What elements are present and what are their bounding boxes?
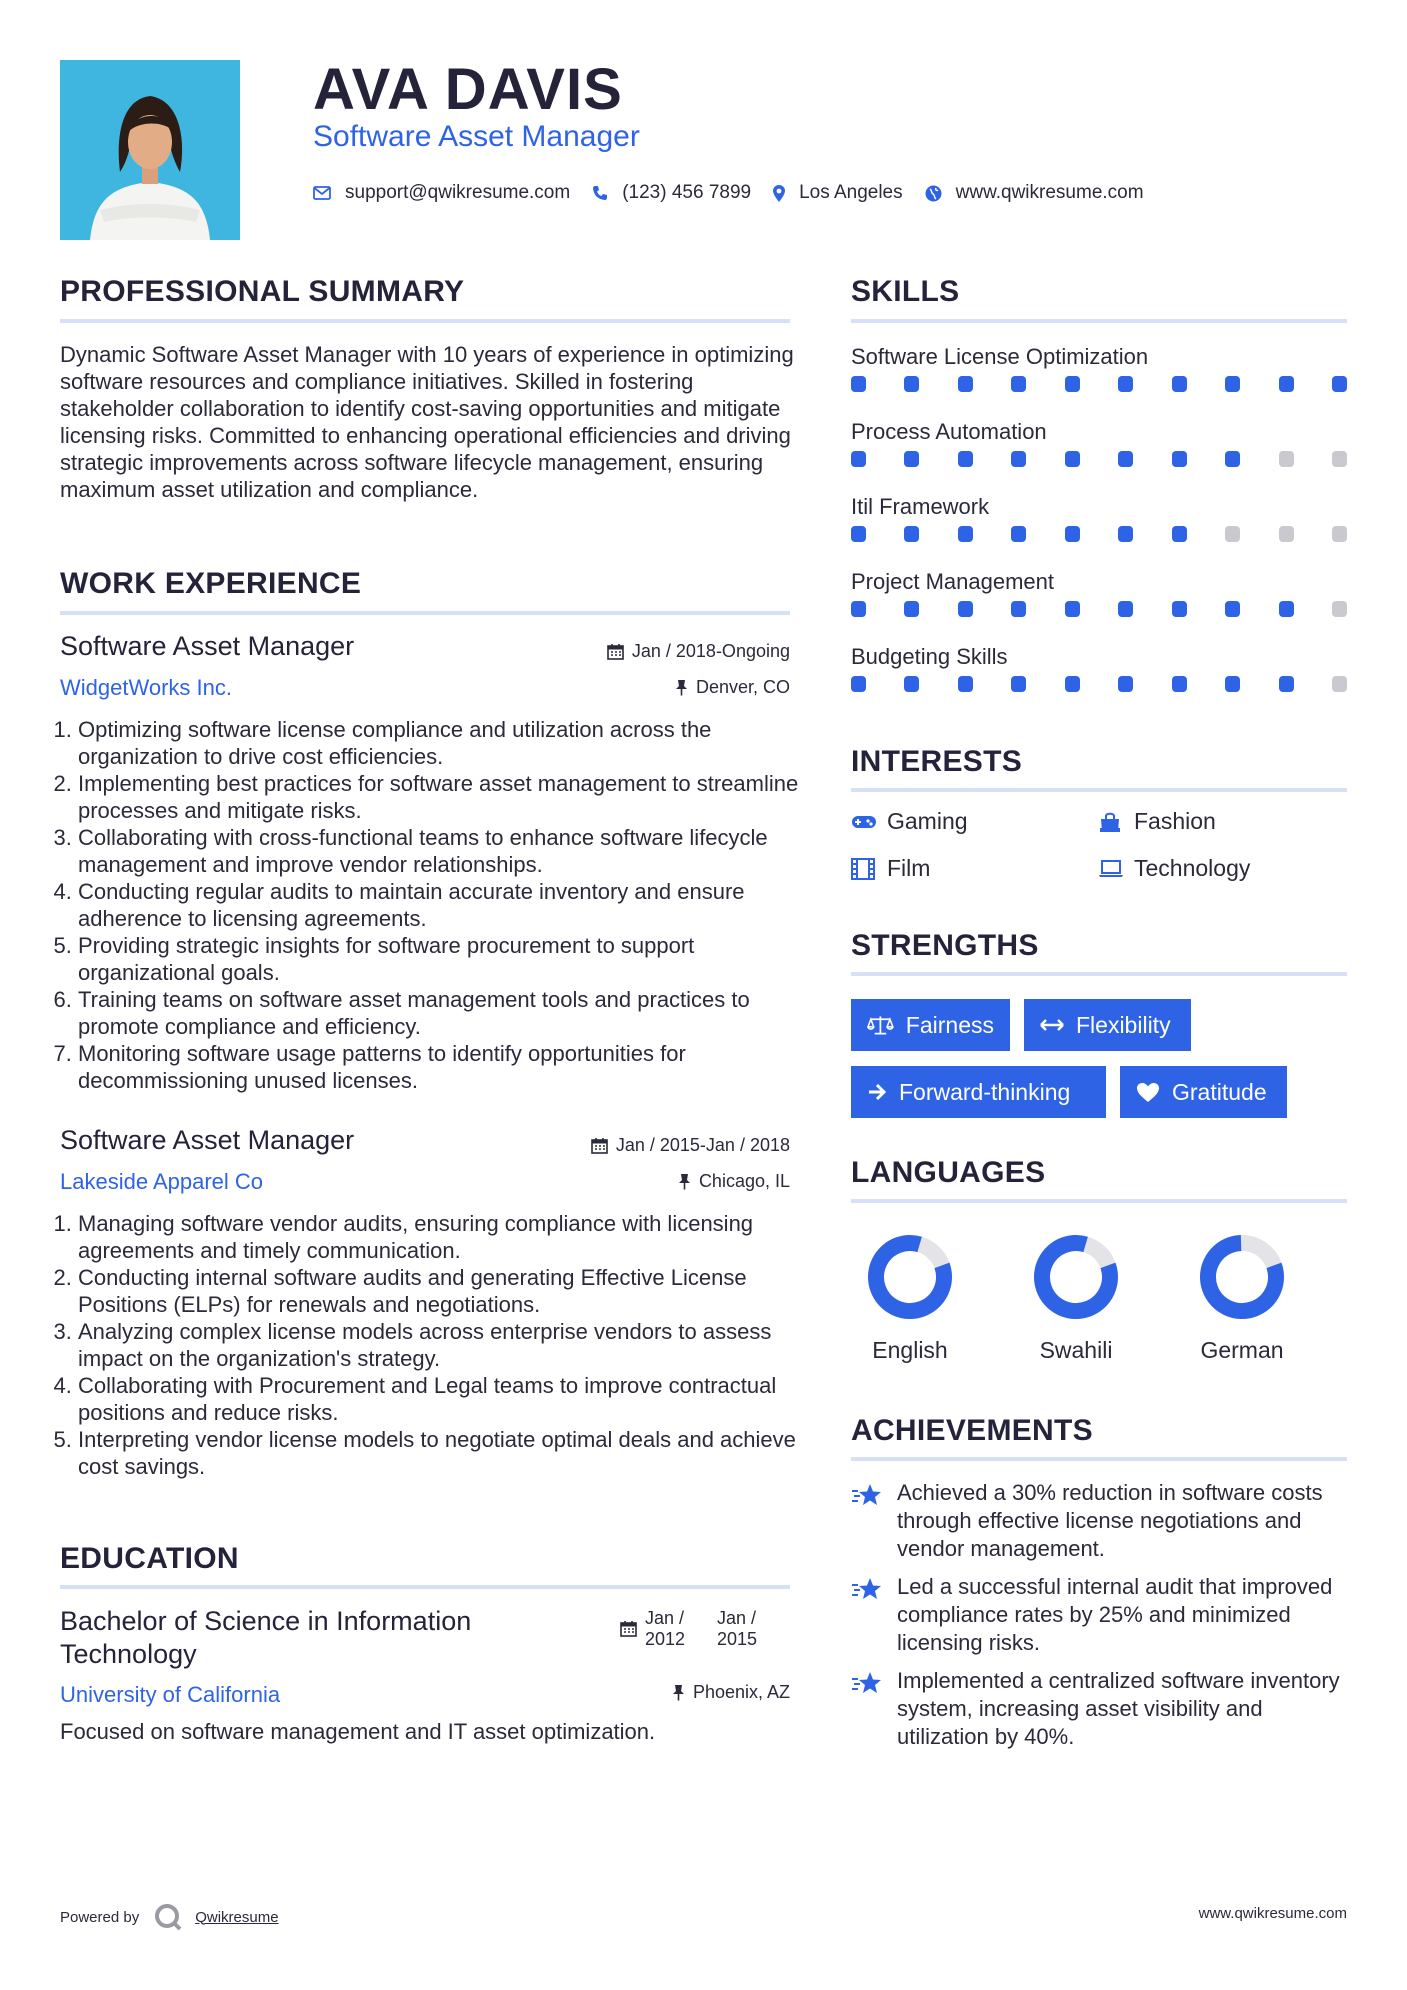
summary-divider xyxy=(60,319,790,323)
skill-dot xyxy=(851,451,866,467)
interest-label: Technology xyxy=(1134,855,1251,881)
strength-label: Fairness xyxy=(905,1011,994,1038)
achievement-item xyxy=(851,1479,1351,1563)
skill-dot xyxy=(1279,451,1294,467)
skill-dot xyxy=(958,601,973,617)
star-icon xyxy=(851,1667,897,1700)
degree-title: Bachelor of Science in Information Technology xyxy=(60,1606,472,1669)
skill-dot xyxy=(904,526,919,542)
achievement-text: Implemented a centralized software inventory system, increasing asset visibility and utilization by 40%. xyxy=(897,1668,1340,1749)
skill-dot xyxy=(1118,451,1133,467)
language-ring xyxy=(1033,1234,1119,1320)
list-item: 3. Collaborating with cross-functional teams to enhance software lifecycle management and improve vendor relationships. xyxy=(78,824,808,878)
job-dates-text: Jan / 2015-Jan / 2018 xyxy=(615,1135,790,1155)
strength-forward-thinking xyxy=(851,1066,1106,1118)
skill-item xyxy=(851,342,1347,417)
skills-divider xyxy=(851,319,1347,323)
achievement-item xyxy=(851,1573,1351,1657)
footer-site[interactable]: www.qwikresume.com xyxy=(1198,1905,1347,1922)
job-title: Software Asset Manager xyxy=(60,1125,355,1155)
education-start-year: 2012 xyxy=(645,1629,686,1649)
skill-rating xyxy=(851,601,1347,617)
skill-dot xyxy=(1279,376,1294,392)
skill-dot xyxy=(1332,601,1347,617)
language-label: Swahili xyxy=(1039,1337,1113,1363)
summary-heading: PROFESSIONAL SUMMARY xyxy=(60,275,465,308)
skill-dot xyxy=(904,376,919,392)
skill-dot xyxy=(958,451,973,467)
achievement-text: Led a successful internal audit that improved compliance rates by 25% and minimized licensing risks. xyxy=(897,1574,1333,1655)
strengths-divider xyxy=(851,972,1347,976)
job-location-text: Denver, CO xyxy=(695,677,790,697)
job-dates xyxy=(607,641,790,662)
experience-heading: WORK EXPERIENCE xyxy=(60,567,362,600)
strength-label: Forward-thinking xyxy=(899,1078,1071,1105)
interest-label: Fashion xyxy=(1134,808,1216,834)
language-ring xyxy=(1199,1234,1285,1320)
education-end-month: Jan / xyxy=(717,1608,757,1628)
achievement-item xyxy=(851,1667,1351,1751)
skill-dot xyxy=(1065,676,1080,692)
skills-list xyxy=(851,342,1347,717)
language-ring xyxy=(867,1234,953,1320)
contact-website[interactable]: www.qwikresume.com xyxy=(955,182,1144,203)
skill-dot xyxy=(1225,601,1240,617)
interest-gaming xyxy=(851,808,968,835)
skill-dot xyxy=(1172,451,1187,467)
film-icon xyxy=(851,858,887,880)
skill-dot xyxy=(1118,676,1133,692)
star-icon xyxy=(851,1573,897,1606)
skill-dot xyxy=(1225,376,1240,392)
skill-dot xyxy=(904,676,919,692)
strength-label: Flexibility xyxy=(1076,1011,1171,1038)
school-name: University of California xyxy=(60,1682,281,1707)
pin-icon xyxy=(678,1173,691,1190)
education-end xyxy=(717,1608,773,1650)
job-location-text: Chicago, IL xyxy=(698,1171,790,1191)
strength-fairness xyxy=(851,999,1010,1051)
job-duties xyxy=(60,716,808,1094)
job-dates-text: Jan / 2018-Ongoing xyxy=(631,641,790,661)
education-divider xyxy=(60,1585,790,1589)
skill-dot xyxy=(1118,376,1133,392)
skill-dot xyxy=(1065,601,1080,617)
skill-dot xyxy=(1065,376,1080,392)
education-heading: EDUCATION xyxy=(60,1542,239,1575)
skill-rating xyxy=(851,526,1347,542)
job-dates xyxy=(591,1135,790,1156)
skill-dot xyxy=(1011,451,1026,467)
skill-dot xyxy=(1279,676,1294,692)
list-item: 3. Analyzing complex license models across enterprise vendors to assess impact on the organization's strategy. xyxy=(78,1318,808,1372)
skill-dot xyxy=(1279,601,1294,617)
contact-location: Los Angeles xyxy=(799,182,903,203)
skill-dot xyxy=(958,526,973,542)
profile-photo xyxy=(60,60,240,240)
education-end-year: 2015 xyxy=(717,1629,758,1649)
list-item: 1. Managing software vendor audits, ensuring compliance with licensing agreements and timely communication. xyxy=(78,1210,808,1264)
list-item: 4. Collaborating with Procurement and Legal teams to improve contractual positions and reduce risks. xyxy=(78,1372,808,1426)
skill-item xyxy=(851,417,1347,492)
footer-powered-by xyxy=(60,1902,279,1932)
list-item: 2. Conducting internal software audits and generating Effective License Positions (ELPs) for renewals and negotiations. xyxy=(78,1264,808,1318)
interest-fashion xyxy=(1098,808,1216,835)
list-item: 6. Training teams on software asset management tools and practices to promote compliance and efficiency. xyxy=(78,986,808,1040)
skill-dot xyxy=(1332,676,1347,692)
skill-dot xyxy=(1011,526,1026,542)
job-duties xyxy=(60,1210,808,1480)
skill-item xyxy=(851,567,1347,642)
pin-icon xyxy=(675,679,688,696)
map-marker-icon xyxy=(773,185,785,202)
candidate-name: AVA DAVIS xyxy=(313,57,623,122)
skill-dot xyxy=(1065,451,1080,467)
interest-label: Film xyxy=(887,855,931,881)
school-location xyxy=(672,1682,790,1703)
skill-label: Budgeting Skills xyxy=(851,644,1008,669)
achievements-divider xyxy=(851,1457,1347,1461)
skill-dot xyxy=(1172,601,1187,617)
balance-scale-icon xyxy=(867,1014,894,1036)
experience-divider xyxy=(60,611,790,615)
interest-technology xyxy=(1098,855,1250,882)
skill-dot xyxy=(1172,526,1187,542)
interests-divider xyxy=(851,788,1347,792)
skill-dot xyxy=(1172,376,1187,392)
skill-item xyxy=(851,492,1347,567)
pin-icon xyxy=(672,1684,685,1701)
language-ring-fill xyxy=(1033,1234,1119,1320)
job-location xyxy=(678,1171,790,1192)
interest-film xyxy=(851,855,930,882)
education-start-month: Jan / xyxy=(645,1608,685,1628)
list-item: 4. Conducting regular audits to maintain accurate inventory and ensure adherence to licensing agreements. xyxy=(78,878,808,932)
skill-dot xyxy=(1332,451,1347,467)
skill-dot xyxy=(958,376,973,392)
language-label: German xyxy=(1200,1337,1284,1363)
skill-label: Project Management xyxy=(851,569,1054,594)
achievements-heading: ACHIEVEMENTS xyxy=(851,1414,1093,1447)
job-title: Software Asset Manager xyxy=(60,631,355,661)
languages-divider xyxy=(851,1199,1347,1203)
skill-dot xyxy=(1225,676,1240,692)
skill-dot xyxy=(1225,451,1240,467)
contact-bar xyxy=(313,178,1166,208)
skill-dot xyxy=(851,676,866,692)
star-icon xyxy=(851,1479,897,1512)
list-item: 5. Interpreting vendor license models to negotiate optimal deals and achieve cost savings. xyxy=(78,1426,808,1480)
powered-by-label: Powered by xyxy=(60,1908,140,1926)
skill-dot xyxy=(851,601,866,617)
job-company: WidgetWorks Inc. xyxy=(60,675,232,700)
candidate-role: Software Asset Manager xyxy=(313,120,640,153)
strengths-heading: STRENGTHS xyxy=(851,929,1039,962)
skills-heading: SKILLS xyxy=(851,275,960,308)
contact-phone[interactable]: (123) 456 7899 xyxy=(622,182,752,203)
skill-dot xyxy=(1332,376,1347,392)
calendar-icon xyxy=(620,1620,637,1637)
school-location-text: Phoenix, AZ xyxy=(692,1682,790,1702)
skill-label: Process Automation xyxy=(851,419,1047,444)
skill-dot xyxy=(851,376,866,392)
strength-flexibility xyxy=(1024,999,1191,1051)
skill-dot xyxy=(1118,526,1133,542)
skill-dot xyxy=(1118,601,1133,617)
skill-dot xyxy=(958,676,973,692)
arrows-h-icon xyxy=(1040,1018,1064,1032)
skill-dot xyxy=(904,451,919,467)
skill-dot xyxy=(1225,526,1240,542)
language-ring-fill xyxy=(867,1234,953,1320)
skill-rating xyxy=(851,451,1347,467)
qwikresume-logo-icon xyxy=(153,1902,183,1932)
list-item: 2. Implementing best practices for software asset management to streamline processes and mitigate risks. xyxy=(78,770,808,824)
education-description: Focused on software management and IT asset optimization. xyxy=(60,1719,656,1744)
achievement-text: Achieved a 30% reduction in software costs through effective license negotiations and vendor management. xyxy=(897,1480,1323,1561)
skill-dot xyxy=(1065,526,1080,542)
envelope-icon xyxy=(313,186,331,200)
language-english xyxy=(845,1234,975,1364)
list-item: 1. Optimizing software license compliance and utilization across the organization to drive cost efficiencies. xyxy=(78,716,808,770)
globe-icon xyxy=(925,185,942,202)
skill-dot xyxy=(1011,676,1026,692)
skill-rating xyxy=(851,676,1347,692)
education-start xyxy=(645,1608,705,1650)
calendar-icon xyxy=(591,1137,608,1154)
skill-dot xyxy=(1011,601,1026,617)
skill-dot xyxy=(904,601,919,617)
skill-dot xyxy=(1279,526,1294,542)
list-item: 5. Providing strategic insights for software procurement to support organizational goals. xyxy=(78,932,808,986)
gamepad-icon xyxy=(851,814,887,830)
skill-rating xyxy=(851,376,1347,392)
education-dates xyxy=(620,1608,773,1650)
phone-icon xyxy=(592,185,608,201)
language-label: English xyxy=(872,1337,948,1363)
strength-gratitude xyxy=(1120,1066,1287,1118)
interest-label: Gaming xyxy=(887,808,968,834)
list-item: 7. Monitoring software usage patterns to identify opportunities for decommissioning unused licenses. xyxy=(78,1040,808,1094)
brand-link[interactable]: Qwikresume xyxy=(195,1908,279,1926)
strength-label: Gratitude xyxy=(1172,1078,1267,1105)
language-german xyxy=(1177,1234,1307,1364)
summary-text: Dynamic Software Asset Manager with 10 years of experience in optimizing software resources and compliance initiatives. Skilled in fostering stakeholder collaboration to identify cost-saving opportunities and mitigate licensing risks. Committed to enhancing operational efficiencies and driving strategic improvements across software lifecycle management, ensuring maximum asset utilization and compliance. xyxy=(60,342,794,502)
skill-dot xyxy=(1011,376,1026,392)
laptop-icon xyxy=(1098,859,1134,879)
interests-heading: INTERESTS xyxy=(851,745,1023,778)
language-swahili xyxy=(1011,1234,1141,1364)
heart-icon xyxy=(1136,1082,1160,1103)
shopping-bag-icon xyxy=(1098,810,1134,834)
contact-email[interactable]: support@qwikresume.com xyxy=(345,182,571,203)
calendar-icon xyxy=(607,643,624,660)
skill-dot xyxy=(1172,676,1187,692)
skill-dot xyxy=(851,526,866,542)
arrow-right-icon xyxy=(867,1083,887,1101)
job-location xyxy=(675,677,790,698)
skill-item xyxy=(851,642,1347,717)
skill-label: Software License Optimization xyxy=(851,344,1149,369)
achievements-list xyxy=(851,1479,1351,1751)
skill-label: Itil Framework xyxy=(851,494,990,519)
languages-heading: LANGUAGES xyxy=(851,1156,1046,1189)
job-company: Lakeside Apparel Co xyxy=(60,1169,264,1194)
skill-dot xyxy=(1332,526,1347,542)
